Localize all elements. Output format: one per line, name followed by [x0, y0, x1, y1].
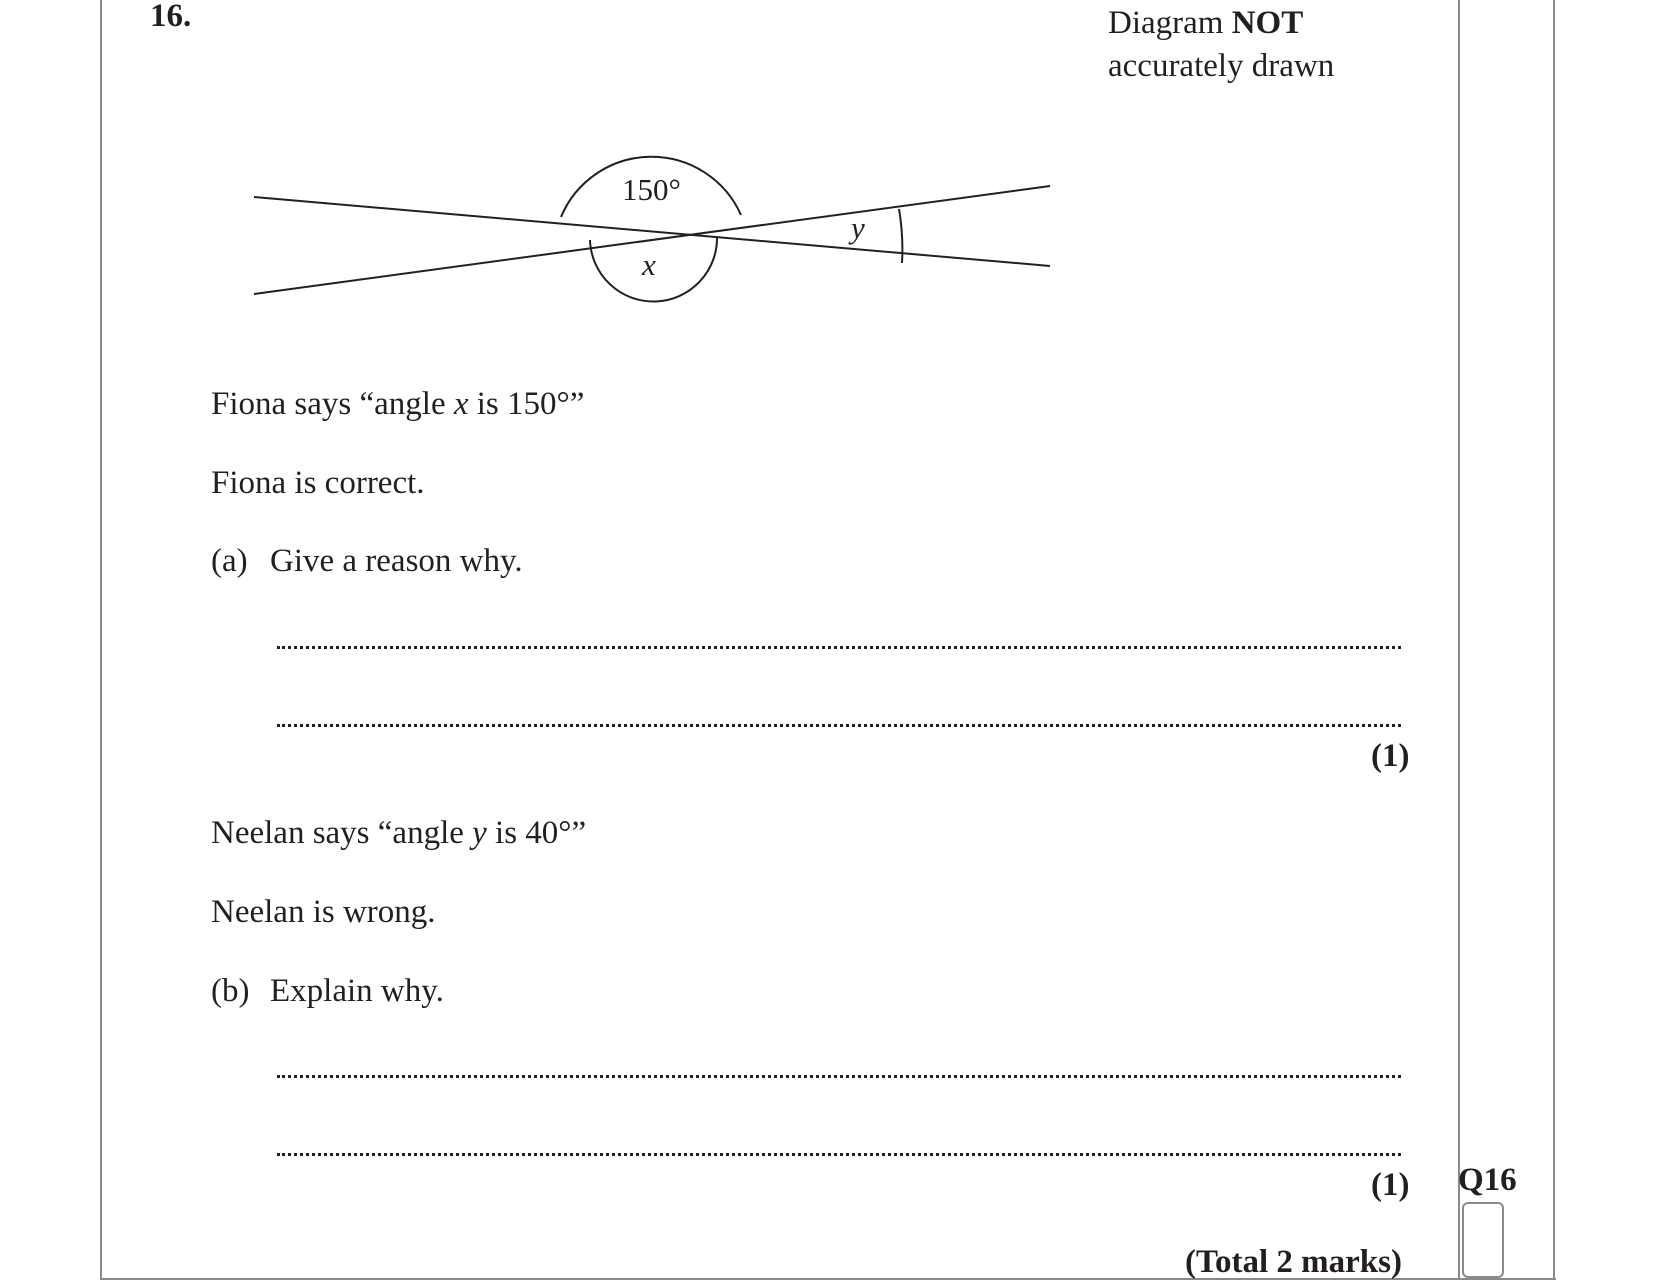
- angle-y-label: y: [851, 210, 865, 245]
- margin-rule-outer: [1553, 0, 1555, 1280]
- answer-line-a1[interactable]: [277, 646, 1401, 649]
- angle-diagram: [240, 135, 1060, 310]
- part-b-label: (b): [211, 973, 250, 1009]
- question-number: 16.: [150, 0, 192, 34]
- arc-y-angle: [899, 209, 902, 263]
- part-a-marks: (1): [1371, 738, 1410, 774]
- diagram-note-bold: NOT: [1231, 5, 1304, 41]
- answer-line-b1[interactable]: [277, 1075, 1401, 1078]
- neelan-statement: Neelan says “angle y is 40°”: [211, 815, 587, 851]
- fiona-variable: x: [453, 386, 469, 422]
- diagram-note: [1108, 2, 1334, 88]
- neelan-wrong: Neelan is wrong.: [211, 894, 436, 930]
- margin-rule-inner: [1458, 0, 1460, 1280]
- answer-line-b2[interactable]: [277, 1153, 1401, 1156]
- part-b-marks: (1): [1371, 1167, 1410, 1203]
- diagram-note-line2: accurately drawn: [1108, 48, 1335, 84]
- part-a-prompt: Give a reason why.: [270, 543, 523, 579]
- angle-150-label: 150°: [622, 172, 681, 207]
- part-a-label: (a): [211, 543, 248, 579]
- total-marks: (Total 2 marks): [1185, 1244, 1402, 1280]
- fiona-correct: Fiona is correct.: [211, 465, 425, 501]
- angle-x-label: x: [642, 247, 656, 282]
- fiona-statement: Fiona says “angle x is 150°”: [211, 386, 585, 422]
- page-border-left: [100, 0, 102, 1280]
- answer-line-a2[interactable]: [277, 724, 1401, 727]
- margin-question-label: Q16: [1458, 1162, 1517, 1198]
- part-b-prompt: Explain why.: [270, 973, 444, 1009]
- neelan-variable: y: [472, 815, 487, 851]
- examiner-mark-box[interactable]: [1462, 1202, 1504, 1278]
- diagram-note-prefix: Diagram: [1108, 5, 1232, 41]
